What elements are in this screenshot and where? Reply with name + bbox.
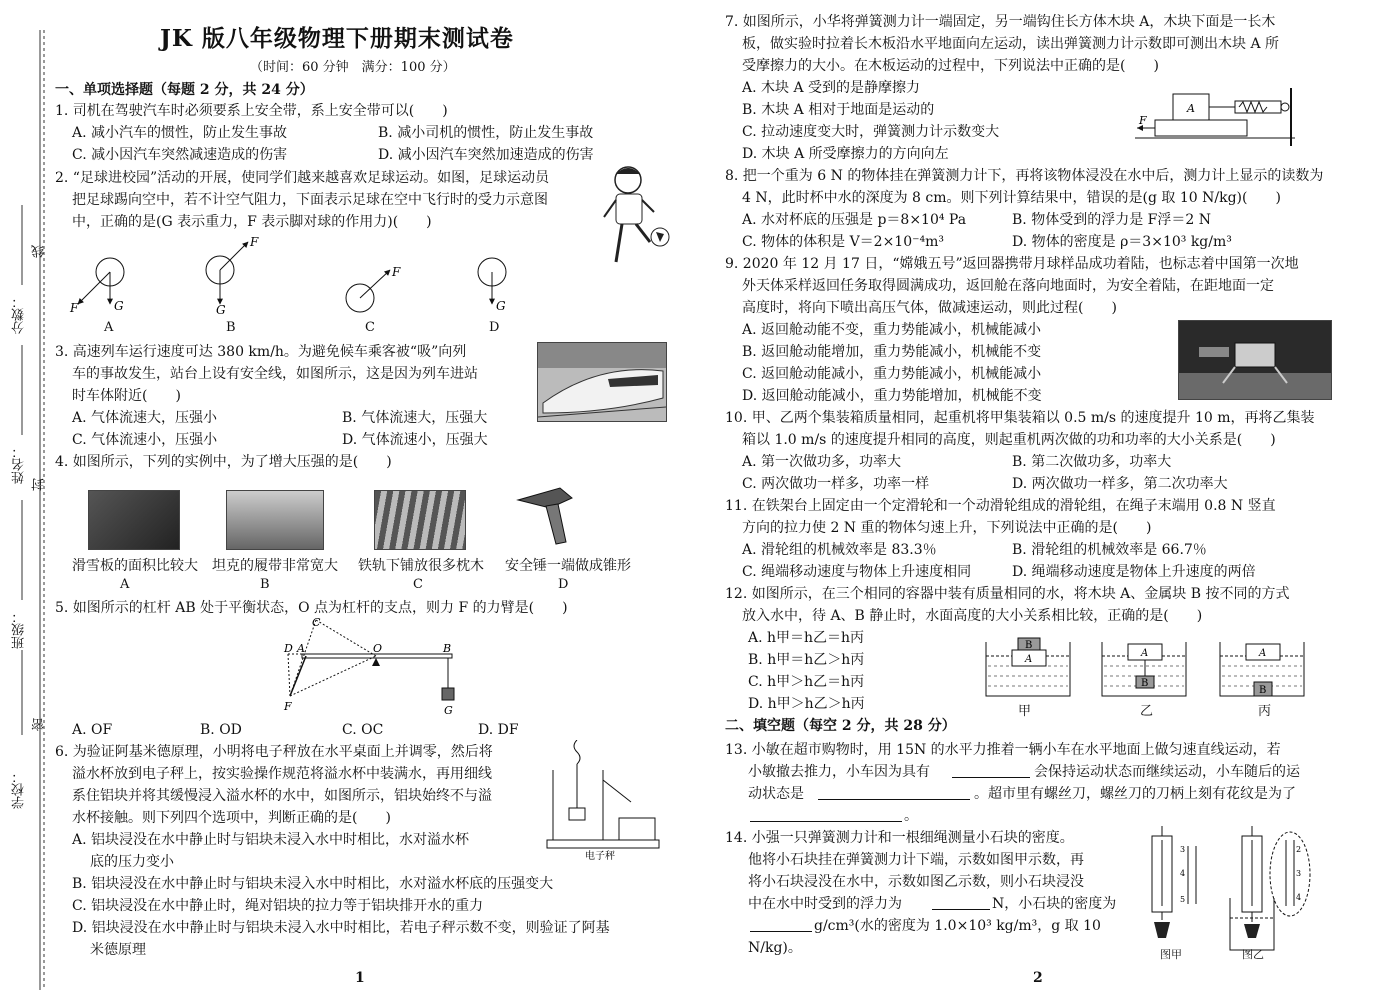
school-label: 学校： bbox=[12, 770, 27, 809]
soccer-player-image bbox=[598, 162, 673, 272]
q12-label-bing: 丙 bbox=[1258, 704, 1272, 719]
q10-option-a: A. 第一次做功多，功率大 bbox=[742, 454, 902, 470]
q13-blank-1[interactable] bbox=[952, 777, 1030, 778]
q6-option-d-1: D. 铝块浸没在水中静止时与铝块未浸入水中时相比，若电子秤示数不变，则验证了阿基 bbox=[72, 920, 610, 936]
q10-stem-1: 10. 甲、乙两个集装箱质量相同，起重机将甲集装箱以 0.5 m/s 的速度提升 10 m，再将乙集装 bbox=[725, 410, 1315, 426]
binding-strip bbox=[0, 0, 50, 999]
q12-stem-1: 12. 如图所示，在三个相同的容器中装有质量相同的水，将木块 A、金属块 B 按不同的方式 bbox=[725, 586, 1290, 602]
svg-text:2: 2 bbox=[1296, 845, 1302, 854]
q11-option-d: D. 绳端移动速度是物体上升速度的两倍 bbox=[1012, 564, 1256, 580]
q9-stem-2: 外天体采样返回任务取得圆满成功，返回舱在落向地面时，为安全着陆，在距地面一定 bbox=[742, 278, 1274, 294]
q3-option-d: D. 气体流速小，压强大 bbox=[342, 432, 488, 448]
svg-text:B: B bbox=[443, 642, 452, 655]
q7-option-c: C. 拉动速度变大时，弹簧测力计示数变大 bbox=[742, 124, 1000, 140]
svg-text:5: 5 bbox=[1180, 895, 1186, 904]
train-image bbox=[537, 342, 667, 422]
q12-option-d: D. h甲＞h乙＞h丙 bbox=[748, 696, 865, 712]
svg-text:C: C bbox=[312, 618, 321, 629]
svg-text:4: 4 bbox=[1296, 893, 1302, 902]
svg-text:G: G bbox=[216, 303, 226, 317]
q13-stem-4: 。 bbox=[904, 808, 918, 824]
q10-option-c: C. 两次做功一样多，功率一样 bbox=[742, 476, 930, 492]
railway-image bbox=[374, 490, 466, 550]
q14-blank-2[interactable] bbox=[750, 931, 812, 932]
q7-stem-1: 7. 如图所示，小华将弹簧测力计一端固定，另一端钩住长方体木块 A，木块下面是一长木 bbox=[725, 14, 1276, 30]
q8-option-d: D. 物体的密度是 ρ＝3×10³ kg/m³ bbox=[1012, 234, 1232, 250]
q7-option-a: A. 木块 A 受到的是静摩擦力 bbox=[742, 80, 921, 96]
svg-text:B: B bbox=[1025, 640, 1033, 651]
q4-label-d: D bbox=[558, 577, 569, 592]
q14-scale-jia bbox=[1152, 826, 1196, 938]
q2-diagram-d bbox=[478, 258, 506, 313]
q12-label-jia: 甲 bbox=[1018, 704, 1032, 719]
q2-stem-2: 把足球踢向空中，若不计空气阻力，下面表示足球在空中飞行时的受力示意图 bbox=[72, 192, 548, 208]
svg-text:G: G bbox=[444, 704, 453, 717]
q14-label-yi: 图乙 bbox=[1242, 948, 1264, 961]
q4-label-a: A bbox=[120, 577, 130, 592]
q12-container-jia bbox=[986, 638, 1070, 696]
q6-option-b: B. 铝块浸没在水中静止时与铝块未浸入水中时相比，水对溢水杯底的压强变大 bbox=[72, 876, 554, 892]
q12-containers-diagram bbox=[982, 632, 1327, 712]
q8-option-a: A. 水对杯底的压强是 p＝8×10⁴ Pa bbox=[742, 212, 967, 228]
q14-stem-4b: N，小石块的密度为 bbox=[992, 896, 1117, 912]
svg-text:F: F bbox=[70, 301, 79, 315]
svg-text:A: A bbox=[1259, 648, 1267, 659]
q2-label-b: B bbox=[226, 320, 236, 335]
q4-label-b: B bbox=[260, 577, 270, 592]
tank-image bbox=[226, 490, 324, 550]
q5-option-c: C. OC bbox=[342, 722, 384, 738]
page-title: JK 版八年级物理下册期末测试卷 bbox=[160, 25, 514, 52]
q4-caption-a: 滑雪板的面积比较大 bbox=[72, 558, 198, 574]
svg-text:F: F bbox=[284, 700, 292, 713]
q3-stem-3: 时车体附近( ) bbox=[72, 388, 181, 404]
svg-text:3: 3 bbox=[1180, 845, 1186, 854]
q3-option-c: C. 气体流速小，压强小 bbox=[72, 432, 218, 448]
q1-stem: 1. 司机在驾驶汽车时必须要系上安全带，系上安全带可以( ) bbox=[55, 103, 448, 119]
q8-stem-2: 4 N，此时杯中水的深度为 8 cm。则下列计算结果中，错误的是(g 取 10 N/kg)( ) bbox=[742, 190, 1281, 206]
svg-text:A: A bbox=[297, 642, 305, 655]
svg-text:O: O bbox=[373, 642, 383, 655]
svg-text:电子秤: 电子秤 bbox=[585, 851, 615, 862]
q6-stem-4: 水杯接触。则下列四个选项中，判断正确的是( ) bbox=[72, 810, 391, 826]
svg-text:A: A bbox=[1141, 648, 1149, 659]
q3-option-b: B. 气体流速大，压强大 bbox=[342, 410, 488, 426]
q9-option-c: C. 返回舱动能减小，重力势能减小，机械能减小 bbox=[742, 366, 1042, 382]
q1-option-c: C. 减小因汽车突然减速造成的伤害 bbox=[72, 147, 288, 163]
q4-caption-c: 铁轨下铺放很多枕木 bbox=[358, 558, 484, 574]
page-number-2: 2 bbox=[1033, 970, 1043, 986]
class-label: 班级： bbox=[12, 610, 27, 649]
q9-stem-1: 9. 2020 年 12 月 17 日，“嫦娥五号”返回器携带月球样品成功着陆，也标志着中国第一次地 bbox=[725, 256, 1299, 272]
q1-option-d: D. 减小因汽车突然加速造成的伤害 bbox=[378, 147, 594, 163]
q3-stem-2: 车的事故发生，站台上设有安全线，如图所示，这是因为列车进站 bbox=[72, 366, 478, 382]
q11-stem-2: 方向的拉力使 2 N 重的物体匀速上升，下列说法中正确的是( ) bbox=[742, 520, 1152, 536]
q12-option-b: B. h甲＝h乙＞h丙 bbox=[748, 652, 865, 668]
q13-blank-2[interactable] bbox=[818, 799, 970, 800]
q7-stem-3: 受摩擦力的大小。在木板运动的过程中，下列说法中正确的是( ) bbox=[742, 58, 1159, 74]
q6-stem-2: 溢水杯放到电子秤上，按实验操作规范将溢水杯中装满水，再用细线 bbox=[72, 766, 492, 782]
q9-option-d: D. 返回舱动能减小，重力势能增加，机械能不变 bbox=[742, 388, 1042, 404]
q2-force-diagrams bbox=[60, 232, 530, 340]
q7-friction-diagram bbox=[1135, 88, 1305, 158]
q7-stem-2: 板，做实验时拉着长木板沿水平地面向左运动，读出弹簧测力计示数即可测出木块 A 所 bbox=[742, 36, 1280, 52]
q9-option-b: B. 返回舱动能增加，重力势能减小，机械能不变 bbox=[742, 344, 1042, 360]
q1-option-a: A. 减小汽车的惯性，防止发生事故 bbox=[72, 125, 288, 141]
q12-stem-2: 放入水中，待 A、B 静止时，水面高度的大小关系相比较，正确的是( ) bbox=[742, 608, 1203, 624]
q10-stem-2: 箱以 1.0 m/s 的速度提升相同的高度，则起重机两次做的功和功率的大小关系是( ) bbox=[742, 432, 1276, 448]
q5-option-a: A. OF bbox=[72, 722, 113, 738]
q4-caption-d: 安全锤一端做成锥形 bbox=[505, 558, 631, 574]
snowboard-image bbox=[88, 490, 180, 550]
q14-blank-1[interactable] bbox=[932, 909, 990, 910]
q5-lever-diagram bbox=[280, 618, 470, 718]
q14-stem-2: 他将小石块挂在弹簧测力计下端，示数如图甲示数，再 bbox=[748, 852, 1084, 868]
safety-hammer-image bbox=[510, 482, 580, 550]
q13-stem-3a: 动状态是 bbox=[748, 786, 804, 802]
q6-option-a-2: 底的压力变小 bbox=[90, 854, 174, 870]
svg-text:4: 4 bbox=[1180, 869, 1186, 878]
q13-stem-1: 13. 小敏在超市购物时，用 15N 的水平力推着一辆小车在水平地面上做匀速直线运动，若 bbox=[725, 742, 1281, 758]
exam-meta: （时间：60 分钟 满分：100 分） bbox=[250, 60, 456, 75]
q8-stem-1: 8. 把一个重为 6 N 的物体挂在弹簧测力计下，再将该物体浸没在水中后，测力计上显示的读数为 bbox=[725, 168, 1324, 184]
q12-option-a: A. h甲＝h乙＝h丙 bbox=[748, 630, 865, 646]
q5-option-b: B. OD bbox=[200, 722, 242, 738]
q13-blank-3[interactable] bbox=[750, 821, 902, 822]
q2-stem-3: 中，正确的是(G 表示重力，F 表示脚对球的作用力)( ) bbox=[72, 214, 432, 230]
q9-stem-3: 高度时，将向下喷出高压气体，做减速运动，则此过程( ) bbox=[742, 300, 1117, 316]
q2-label-c: C bbox=[365, 320, 375, 335]
q5-stem: 5. 如图所示的杠杆 AB 处于平衡状态，O 点为杠杆的支点，则力 F 的力臂是( ) bbox=[55, 600, 568, 616]
seal-char-mi: 密 bbox=[32, 718, 47, 731]
q13-stem-2b: 会保持运动状态而继续运动，小车随后的运 bbox=[1034, 764, 1300, 780]
q7-option-d: D. 木块 A 所受摩擦力的方向向左 bbox=[742, 146, 949, 162]
q13-stem-3b: 。超市里有螺丝刀，螺丝刀的刀柄上刻有花纹是为了 bbox=[974, 786, 1296, 802]
q10-option-b: B. 第二次做功多，功率大 bbox=[1012, 454, 1172, 470]
q14-stem-4a: 中在水中时受到的浮力为 bbox=[748, 896, 902, 912]
q2-label-d: D bbox=[489, 320, 500, 335]
q2-stem-1: 2. “足球进校园”活动的开展，使同学们越来越喜欢足球运动。如图，足球运动员 bbox=[55, 170, 550, 186]
q2-diagram-c bbox=[346, 265, 401, 312]
q6-option-d-2: 米德原理 bbox=[90, 942, 146, 958]
q14-scale-yi bbox=[1230, 826, 1310, 950]
q12-container-bing bbox=[1220, 642, 1304, 696]
q6-overflow-cup-diagram bbox=[545, 740, 665, 862]
q6-option-c: C. 铝块浸没在水中静止时，绳对铝块的拉力等于铝块排开水的重力 bbox=[72, 898, 484, 914]
score-label: 分数： bbox=[12, 295, 27, 334]
q14-label-jia: 图甲 bbox=[1160, 948, 1182, 961]
q8-option-b: B. 物体受到的浮力是 F浮＝2 N bbox=[1012, 212, 1211, 228]
q11-option-c: C. 绳端移动速度与物体上升速度相同 bbox=[742, 564, 972, 580]
q2-label-a: A bbox=[104, 320, 114, 335]
q4-caption-b: 坦克的履带非常宽大 bbox=[212, 558, 338, 574]
q14-stem-3: 将小石块浸没在水中，示数如图乙示数，则小石块浸没 bbox=[748, 874, 1084, 890]
q6-stem-3: 系住铝块并将其缓慢浸入溢水杯的水中，如图所示，铝块始终不与溢 bbox=[72, 788, 492, 804]
q3-stem-1: 3. 高速列车运行速度可达 380 km/h。为避免候车乘客被“吸”向列 bbox=[55, 344, 467, 360]
q6-stem-1: 6. 为验证阿基米德原理，小明将电子秤放在水平桌面上并调零，然后将 bbox=[55, 744, 493, 760]
q12-option-c: C. h甲＞h乙＝h丙 bbox=[748, 674, 865, 690]
q13-stem-2a: 小敏撤去推力，小车因为具有 bbox=[748, 764, 930, 780]
svg-text:F: F bbox=[1139, 114, 1147, 127]
lunar-lander-image bbox=[1178, 320, 1332, 400]
seal-char-line: 线 bbox=[32, 245, 47, 258]
svg-text:G: G bbox=[496, 299, 506, 313]
section-2-heading: 二、填空题（每空 2 分，共 28 分） bbox=[725, 718, 956, 734]
svg-text:F: F bbox=[250, 235, 259, 249]
q6-option-a-1: A. 铝块浸没在水中静止时与铝块未浸入水中时相比，水对溢水杯 bbox=[72, 832, 470, 848]
q3-option-a: A. 气体流速大，压强小 bbox=[72, 410, 218, 426]
svg-text:A: A bbox=[1025, 654, 1033, 665]
svg-text:G: G bbox=[114, 299, 124, 313]
q14-spring-scale-diagram bbox=[1140, 826, 1330, 958]
q2-diagram-a bbox=[69, 258, 124, 315]
q14-stem-5: g/cm³(水的密度为 1.0×10³ kg/m³，g 取 10 bbox=[814, 918, 1101, 934]
q14-stem-6: N/kg)。 bbox=[748, 940, 802, 956]
q1-option-b: B. 减小司机的惯性，防止发生事故 bbox=[378, 125, 594, 141]
q10-option-d: D. 两次做功一样多，第二次功率大 bbox=[1012, 476, 1228, 492]
q4-stem: 4. 如图所示，下列的实例中，为了增大压强的是( ) bbox=[55, 454, 392, 470]
q5-option-d: D. DF bbox=[478, 722, 519, 738]
q8-option-c: C. 物体的体积是 V＝2×10⁻⁴m³ bbox=[742, 234, 945, 250]
page-number-1: 1 bbox=[355, 970, 365, 986]
name-label: 姓名： bbox=[12, 445, 27, 484]
q12-container-yi bbox=[1102, 642, 1186, 696]
q12-label-yi: 乙 bbox=[1140, 704, 1154, 719]
svg-text:F: F bbox=[392, 265, 401, 279]
q7-option-b: B. 木块 A 相对于地面是运动的 bbox=[742, 102, 935, 118]
q4-label-c: C bbox=[413, 577, 423, 592]
q11-option-a: A. 滑轮组的机械效率是 83.3％ bbox=[742, 542, 937, 558]
section-1-heading: 一、单项选择题（每题 2 分，共 24 分） bbox=[55, 82, 314, 98]
svg-text:B: B bbox=[1259, 685, 1267, 696]
svg-text:3: 3 bbox=[1296, 869, 1302, 878]
q11-stem-1: 11. 在铁架台上固定由一个定滑轮和一个动滑轮组成的滑轮组，在绳子末端用 0.8 N 竖直 bbox=[725, 498, 1276, 514]
svg-text:D: D bbox=[284, 642, 293, 655]
svg-text:B: B bbox=[1141, 678, 1149, 689]
svg-text:A: A bbox=[1187, 102, 1195, 115]
q14-stem-1: 14. 小强一只弹簧测力计和一根细绳测量小石块的密度。 bbox=[725, 830, 1074, 846]
q2-diagram-b bbox=[206, 235, 259, 317]
binding-line bbox=[0, 0, 50, 999]
q11-option-b: B. 滑轮组的机械效率是 66.7％ bbox=[1012, 542, 1207, 558]
seal-char-feng: 封 bbox=[32, 478, 47, 491]
q9-option-a: A. 返回舱动能不变，重力势能减小，机械能减小 bbox=[742, 322, 1042, 338]
